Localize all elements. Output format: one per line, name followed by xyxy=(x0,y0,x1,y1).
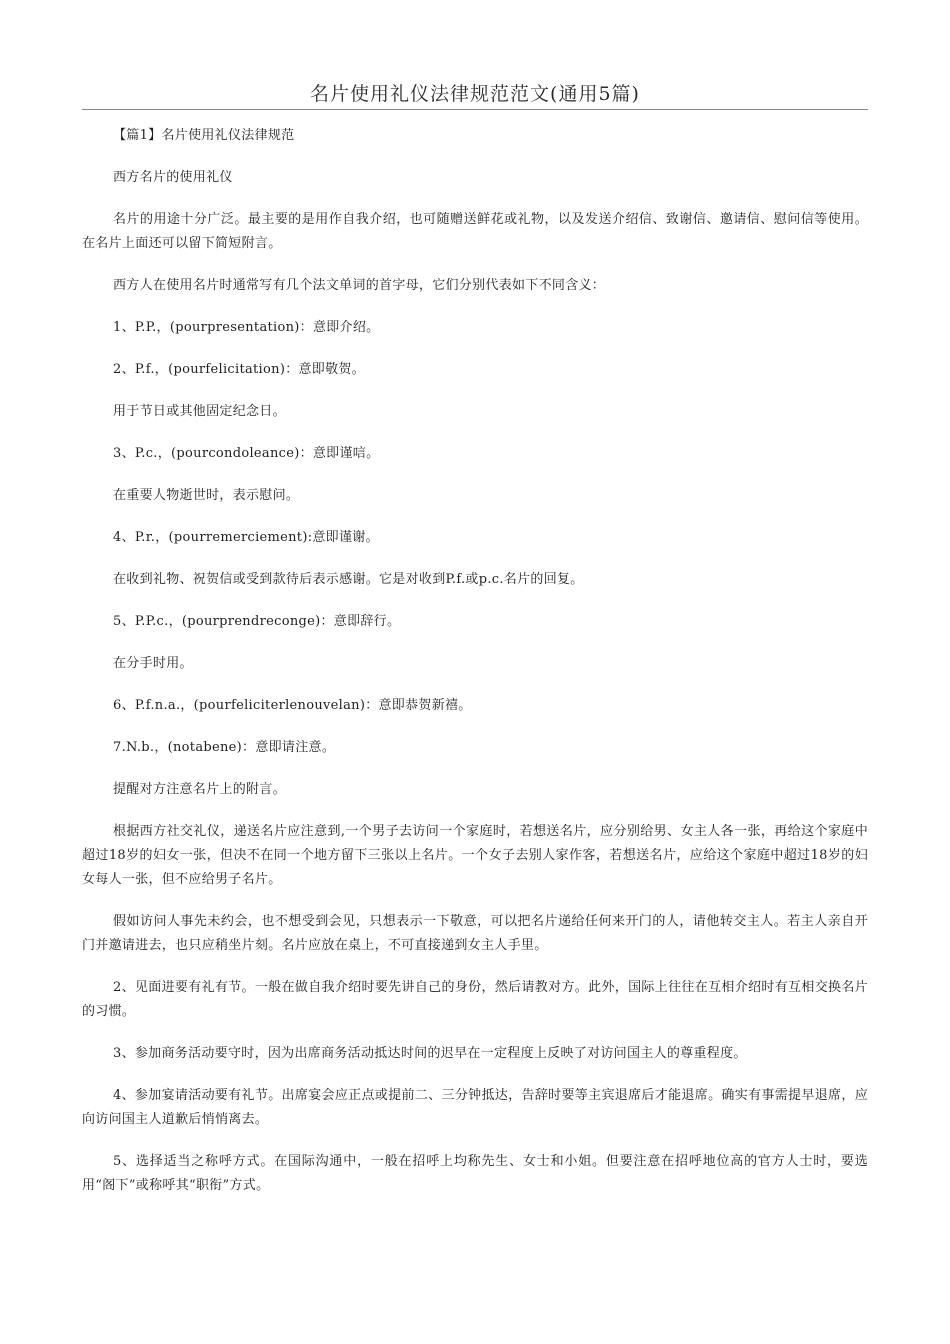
paragraph: 西方人在使用名片时通常写有几个法文单词的首字母，它们分别代表如下不同含义： xyxy=(113,278,606,293)
paragraph: 5、P.P.c.，(pourprendreconge)：意即辞行。 xyxy=(113,614,401,629)
paragraph: 3、参加商务活动要守时，因为出席商务活动抵达时间的迟早在一定程度上反映了对访问国主人的尊重程度。 xyxy=(113,1046,747,1061)
paragraph: 假如访问人事先未约会，也不想受到会见，只想表示一下敬意，可以把名片递给任何来开门的人，请他转交主人。若主人亲自开门并邀请进去，也只应稍坐片刻。名片应放在桌上，不可直接递到女主人手里。 xyxy=(82,914,868,953)
paragraph: 2、见面进要有礼有节。一般在做自我介绍时要先讲自己的身份，然后请教对方。此外，国际上往往在互相介绍时有互相交换名片的习惯。 xyxy=(82,980,868,1019)
paragraph: 4、P.r.，(pourremerciement):意即谨谢。 xyxy=(113,530,379,545)
paragraph: 在重要人物逝世时，表示慰问。 xyxy=(113,488,300,503)
paragraph: 名片的用途十分广泛。最主要的是用作自我介绍，也可随赠送鲜花或礼物，以及发送介绍信、致谢信、邀请信、慰问信等使用。在名片上面还可以留下简短附言。 xyxy=(82,212,868,251)
paragraph: 1、P.P.，(pourpresentation)：意即介绍。 xyxy=(113,320,380,335)
document-title: 名片使用礼仪法律规范范文(通用5篇) xyxy=(310,83,640,105)
paragraph: 6、P.f.n.a.，(pourfeliciterlenouvelan)：意即恭贺新禧。 xyxy=(113,698,472,713)
paragraph: 在收到礼物、祝贺信或受到款待后表示感谢。它是对收到P.f.或p.c.名片的回复。 xyxy=(113,572,584,587)
paragraph: 提醒对方注意名片上的附言。 xyxy=(113,782,286,797)
paragraph: 根据西方社交礼仪，递送名片应注意到,一个男子去访问一个家庭时，若想送名片，应分别给男、女主人各一张，再给这个家庭中超过18岁的妇女一张，但决不在同一个地方留下三张以上名片。一个女子去别人家作客，若想送名片，应给这个家庭中超过18岁的妇女每人一张，但不应给男子名片。 xyxy=(82,824,868,887)
document-body xyxy=(82,124,868,1198)
paragraph: 西方名片的使用礼仪 xyxy=(113,170,233,185)
paragraph: 5、选择适当之称呼方式。在国际沟通中，一般在招呼上均称先生、女士和小姐。但要注意在招呼地位高的官方人士时，要选用“阁下”或称呼其“职衔”方式。 xyxy=(82,1154,868,1193)
paragraph: 3、P.c.，(pourcondoleance)：意即谨唁。 xyxy=(113,446,380,461)
paragraph: 4、参加宴请活动要有礼节。出席宴会应正点或提前二、三分钟抵达，告辞时要等主宾退席后才能退席。确实有事需提早退席，应向访问国主人道歉后悄悄离去。 xyxy=(82,1088,868,1127)
paragraph: 2、P.f.，(pourfelicitation)：意即敬贺。 xyxy=(113,362,365,377)
title-divider xyxy=(82,109,868,110)
paragraph: 7.N.b.，(notabene)：意即请注意。 xyxy=(113,740,336,755)
paragraph: 在分手时用。 xyxy=(113,656,193,671)
paragraph: 用于节日或其他固定纪念日。 xyxy=(113,404,286,419)
paragraph: 【篇1】名片使用礼仪法律规范 xyxy=(113,128,295,143)
